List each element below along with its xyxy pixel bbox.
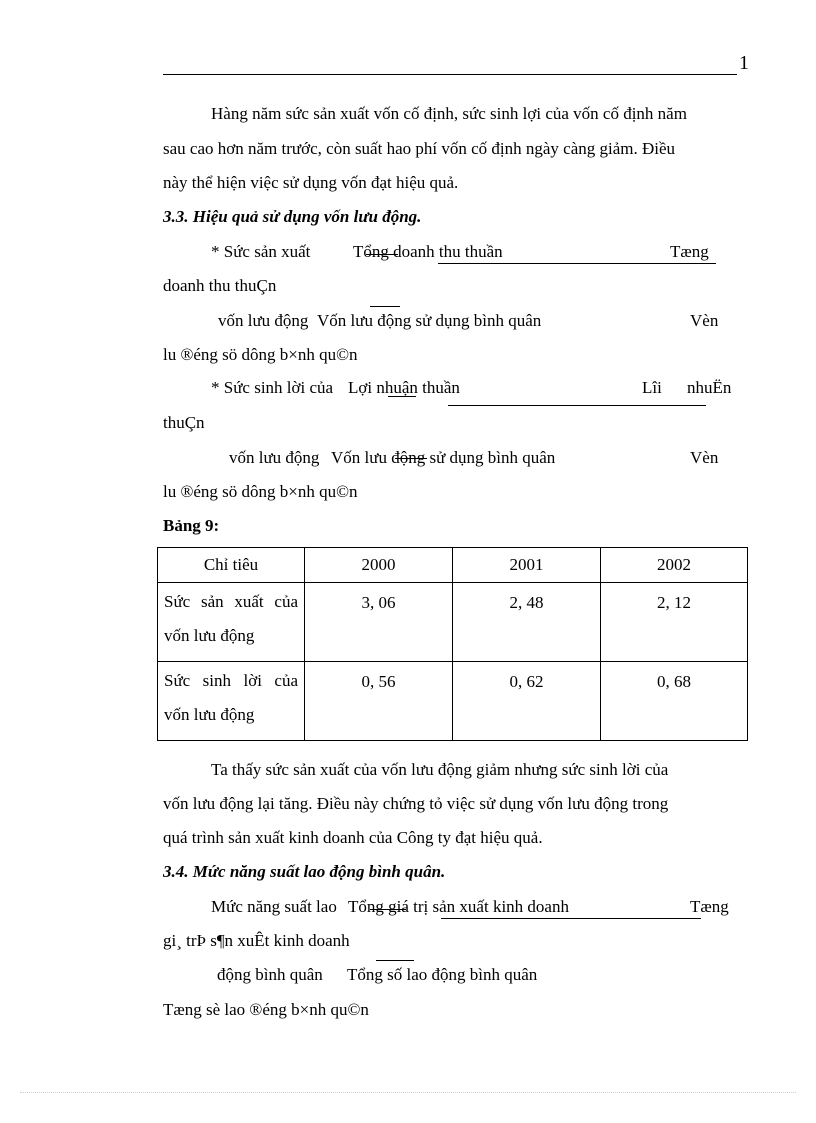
formula-denominator-lead: động bình quân (217, 965, 323, 984)
garbled-text: Tæng (670, 242, 709, 261)
garbled-text: Lîi (642, 378, 662, 397)
page-number: 1 (739, 52, 749, 74)
table-header-cell: 2001 (453, 548, 601, 583)
table-header-cell: Chỉ tiêu (158, 548, 305, 583)
garbled-text: thuÇn (163, 413, 205, 432)
paragraph-line: vốn lưu động lại tăng. Điều này chứng tỏ việc sử dụng vốn lưu động trong (163, 794, 669, 813)
formula-denominator: Vốn lưu động sử dụng bình quân (317, 311, 542, 330)
table-row (158, 662, 748, 741)
paragraph-line: quá trình sản xuất kinh doanh của Công ty đạt hiệu quả. (163, 828, 543, 847)
strike-mark (370, 909, 406, 910)
table-row (158, 583, 748, 662)
garbled-text: Vèn (690, 311, 719, 330)
table-row-label: Sức sản xuất của vốn lưu động (158, 583, 305, 662)
table-cell: 2, 48 (453, 583, 601, 662)
garbled-text: lu ®éng sö dông b×nh qu©n (163, 345, 358, 364)
formula-lead: Mức năng suất lao (211, 897, 337, 916)
table-header-cell: 2002 (601, 548, 748, 583)
data-table (157, 547, 748, 741)
garbled-text: Tæng (690, 897, 729, 916)
table-header-cell: 2000 (305, 548, 453, 583)
garbled-text: nhuËn (687, 378, 732, 397)
table-cell: 3, 06 (305, 583, 453, 662)
table-cell: 0, 62 (453, 662, 601, 741)
garbled-text: Tæng sè lao ®éng b×nh qu©n (163, 1000, 369, 1019)
fraction-bar (441, 918, 701, 919)
underline-mark (388, 396, 416, 397)
table-cell: 0, 56 (305, 662, 453, 741)
formula-denominator: Tổng số lao động bình quân (347, 965, 538, 984)
footer-divider (20, 1092, 796, 1093)
garbled-text: Vèn (690, 448, 719, 467)
formula-numerator: Tổng doanh thu thuần (353, 242, 503, 261)
fraction-bar (448, 405, 706, 406)
header-rule (163, 74, 737, 75)
paragraph-line: sau cao hơn năm trước, còn suất hao phí vốn cố định ngày càng giảm. Điều (163, 139, 676, 158)
formula-denominator-lead: vốn lưu động (229, 448, 320, 467)
table-row-label: Sức sinh lời của vốn lưu động (158, 662, 305, 741)
strike-mark (395, 458, 427, 459)
garbled-text: doanh thu thuÇn (163, 276, 277, 295)
strike-mark (366, 254, 398, 255)
table-header-row (158, 548, 748, 583)
formula-lead: * Sức sản xuất (211, 242, 311, 261)
fraction-bar (438, 263, 716, 264)
paragraph-line: này thể hiện việc sử dụng vốn đạt hiệu quả. (163, 173, 459, 192)
paragraph-line: Ta thấy sức sản xuất của vốn lưu động giảm nhưng sức sinh lời của (211, 760, 669, 779)
garbled-text: lu ®éng sö dông b×nh qu©n (163, 482, 358, 501)
formula-numerator: Tổng giá trị sản xuất kinh doanh (348, 897, 569, 916)
overline-mark (370, 306, 400, 307)
formula-denominator: Vốn lưu động sử dụng bình quân (331, 448, 556, 467)
table-cell: 2, 12 (601, 583, 748, 662)
overline-mark (376, 960, 414, 961)
paragraph-line: Hàng năm sức sản xuất vốn cố định, sức sinh lợi của vốn cố định năm (211, 104, 687, 123)
section-heading: 3.3. Hiệu quả sử dụng vốn lưu động. (163, 207, 422, 226)
table-caption: Bảng 9: (163, 516, 220, 535)
table-cell: 0, 68 (601, 662, 748, 741)
formula-denominator-lead: vốn lưu động (218, 311, 309, 330)
formula-lead: * Sức sinh lời của (211, 378, 334, 397)
garbled-text: gi¸ trÞ s¶n xuÊt kinh doanh (163, 931, 350, 950)
formula-numerator: Lợi nhuận thuần (348, 378, 460, 397)
section-heading: 3.4. Mức năng suất lao động bình quân. (163, 862, 446, 881)
